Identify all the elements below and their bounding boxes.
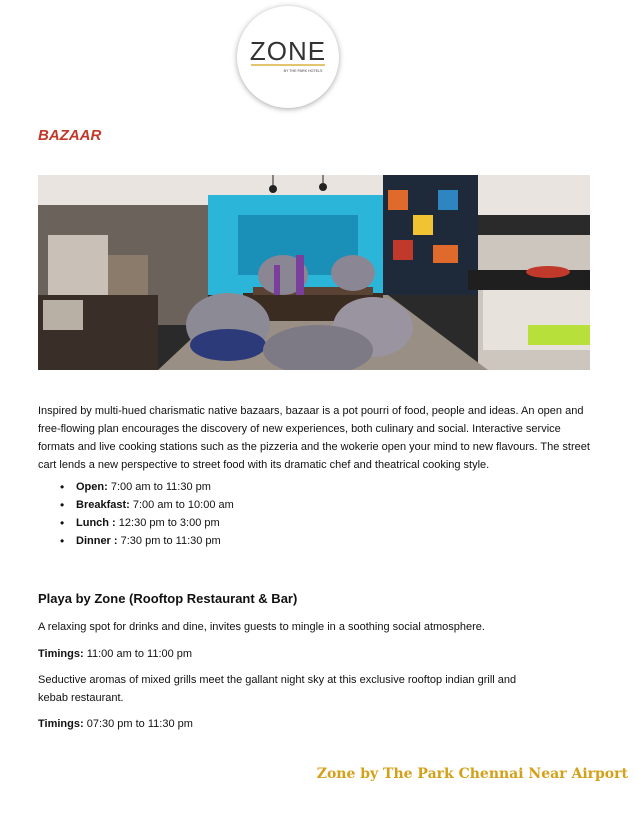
bazaar-description: Inspired by multi-hued charismatic native bazaars, bazaar is a pot pourri of food, people and ideas. An open and free-flowing plan encourages the discovery of new experiences, both culinary and social. Interactive service formats and live cooking stations such as the pizzeria and the wokerie open your mind to new flavours. The street cart lends a new perspective to street food with its dramatic chef and theatrical cooking style. [38, 405, 590, 471]
logo-tagline: BY THE PARK HOTELS [283, 69, 323, 73]
list-item: • Open: 7:00 am to 11:30 pm [60, 478, 234, 496]
timings-value: 07:30 pm to 11:30 pm [86, 718, 193, 730]
list-item: • Breakfast: 7:00 am to 10:00 am [60, 496, 234, 514]
zone-logo-icon [243, 32, 333, 82]
logo-brand: ZONE [249, 36, 327, 66]
list-item: • Dinner : 7:30 pm to 11:30 pm [60, 532, 234, 550]
playa-intro: A relaxing spot for drinks and dine, invites guests to mingle in a soothing social atmosphere. [38, 621, 485, 633]
footer-hotel-link[interactable]: Zone by The Park Chennai Near Airport [316, 766, 628, 782]
bazaar-title: BAZAAR [38, 127, 102, 144]
timings-label: Timings: [38, 718, 84, 730]
hotel-logo [237, 6, 339, 108]
playa-grill-description: Seductive aromas of mixed grills meet the gallant night sky at this exclusive rooftop indian grill and kebab restaurant. [38, 674, 517, 704]
playa-timings-1 [38, 645, 590, 663]
timings-value: 11:00 am to 11:00 pm [86, 648, 193, 660]
restaurant-photo [38, 175, 590, 370]
playa-timings-2 [38, 715, 590, 733]
timings-label: Timings: [38, 648, 84, 660]
playa-title: Playa by Zone (Rooftop Restaurant & Bar) [38, 591, 298, 606]
list-item: • Lunch : 12:30 pm to 3:00 pm [60, 514, 234, 532]
bazaar-hours-list [60, 478, 234, 550]
